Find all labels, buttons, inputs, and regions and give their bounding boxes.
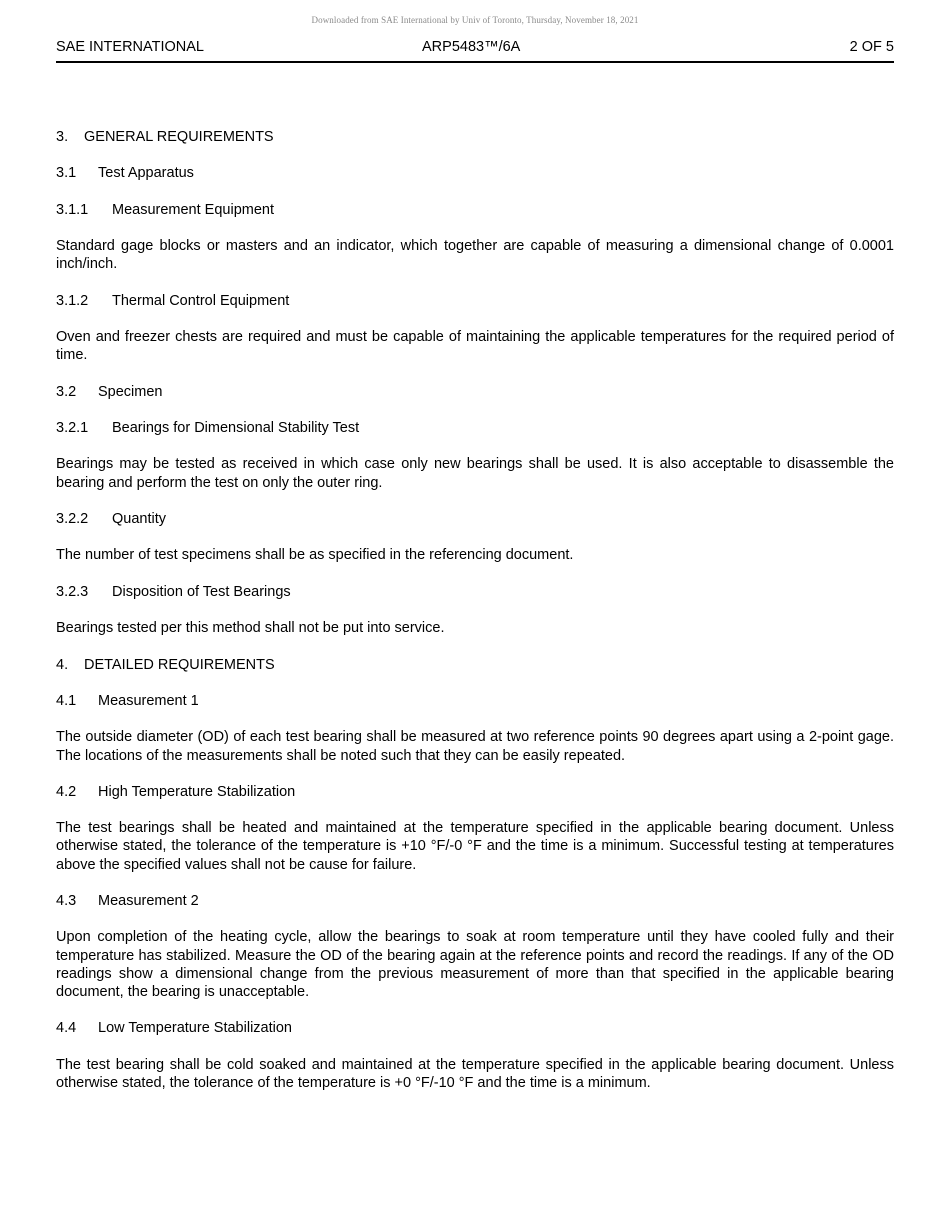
section-number: 4.2 (56, 783, 77, 800)
section-heading-4-4 (56, 1019, 894, 1037)
section-title: GENERAL REQUIREMENTS (84, 129, 274, 145)
page-header (56, 39, 894, 63)
section-title: Measurement 1 (98, 692, 199, 709)
section-paragraph-3-2-1: Bearings may be tested as received in which case only new bearings shall be used. It is also acceptable to disassemble the bearing and perform the test on only the outer ring. (56, 456, 894, 491)
section-heading-4-1 (56, 692, 894, 710)
section-number: 3.2.3 (56, 583, 89, 600)
section-paragraph-3-2-2: The number of test specimens shall be as specified in the referencing document. (56, 547, 574, 564)
section-paragraph-3-1-1: Standard gage blocks or masters and an indicator, which together are capable of measuring a dimensional change of 0.0001 inch/inch. (56, 238, 894, 273)
section-heading-4-3 (56, 892, 894, 910)
header-organization: SAE INTERNATIONAL (56, 39, 204, 55)
section-heading-3-1-2 (56, 292, 894, 310)
section-paragraph-3-1-2: Oven and freezer chests are required and must be capable of maintaining the applicable temperatures for the required period of time. (56, 329, 894, 364)
section-number: 3.2.2 (56, 511, 89, 528)
section-title: Bearings for Dimensional Stability Test (112, 420, 360, 437)
section-paragraph-3-2-3: Bearings tested per this method shall not be put into service. (56, 620, 445, 637)
section-heading-4-2 (56, 783, 894, 801)
section-heading-3-2-3 (56, 583, 894, 601)
section-title: High Temperature Stabilization (98, 783, 296, 800)
section-heading-3-2 (56, 383, 894, 401)
section-heading-3 (56, 128, 894, 146)
section-number: 3.2.1 (56, 420, 89, 437)
section-paragraph-4-2: The test bearings shall be heated and maintained at the temperature specified in the applicable bearing document. Unless otherwise stated, the tolerance of the temperature is +10 °F/-0 °F and the time is a minimum. Successful testing at temperatures above the specified values shall not be cause for failure. (56, 820, 894, 873)
section-number: 3.2 (56, 383, 77, 400)
section-heading-3-1 (56, 164, 894, 182)
section-title: Disposition of Test Bearings (112, 583, 291, 600)
section-number: 3.1 (56, 165, 77, 182)
section-number: 4.4 (56, 1020, 77, 1037)
section-paragraph-4-4: The test bearing shall be cold soaked and maintained at the temperature specified in the applicable bearing document. Unless otherwise stated, the tolerance of the temperature is +0 °F/-10 °F and the time is a minimum. (56, 1056, 894, 1092)
section-heading-3-2-2 (56, 510, 894, 528)
section-paragraph-4-3: Upon completion of the heating cycle, allow the bearings to soak at room temperature until they have cooled fully and their temperature has stabilized. Measure the OD of the bearing again at the reference points and record the readings. If any of the OD readings show a dimensional change from the previous measurement of more than that specified in the applicable bearing document, the bearing is unacceptable. (56, 929, 894, 1001)
section-paragraph-4-1: The outside diameter (OD) of each test bearing shall be measured at two reference points 90 degrees apart using a 2-point gage. The locations of the measurements shall be noted such that they can be easily repeated. (56, 729, 894, 764)
section-number: 3.1.1 (56, 201, 89, 218)
header-page-number: 2 OF 5 (849, 39, 894, 55)
section-title: Low Temperature Stabilization (98, 1020, 292, 1037)
section-number: 4.3 (56, 893, 77, 910)
section-title: Specimen (98, 383, 163, 400)
section-number: 3.1.2 (56, 292, 89, 309)
header-document-id: ARP5483™/6A (422, 39, 521, 55)
section-title: Measurement 2 (98, 893, 199, 910)
section-title: Measurement Equipment (112, 201, 274, 218)
section-number: 3. (56, 129, 69, 145)
download-watermark: Downloaded from SAE International by Univ of Toronto, Thursday, November 18, 2021 (311, 15, 639, 25)
section-title: DETAILED REQUIREMENTS (84, 656, 275, 673)
document-body (56, 128, 894, 1110)
section-title: Quantity (112, 511, 166, 528)
section-heading-3-1-1 (56, 201, 894, 219)
section-heading-4 (56, 656, 894, 674)
section-title: Test Apparatus (98, 165, 194, 182)
section-number: 4. (56, 656, 69, 673)
section-number: 4.1 (56, 692, 77, 709)
section-heading-3-2-1 (56, 419, 894, 437)
section-title: Thermal Control Equipment (112, 292, 290, 309)
